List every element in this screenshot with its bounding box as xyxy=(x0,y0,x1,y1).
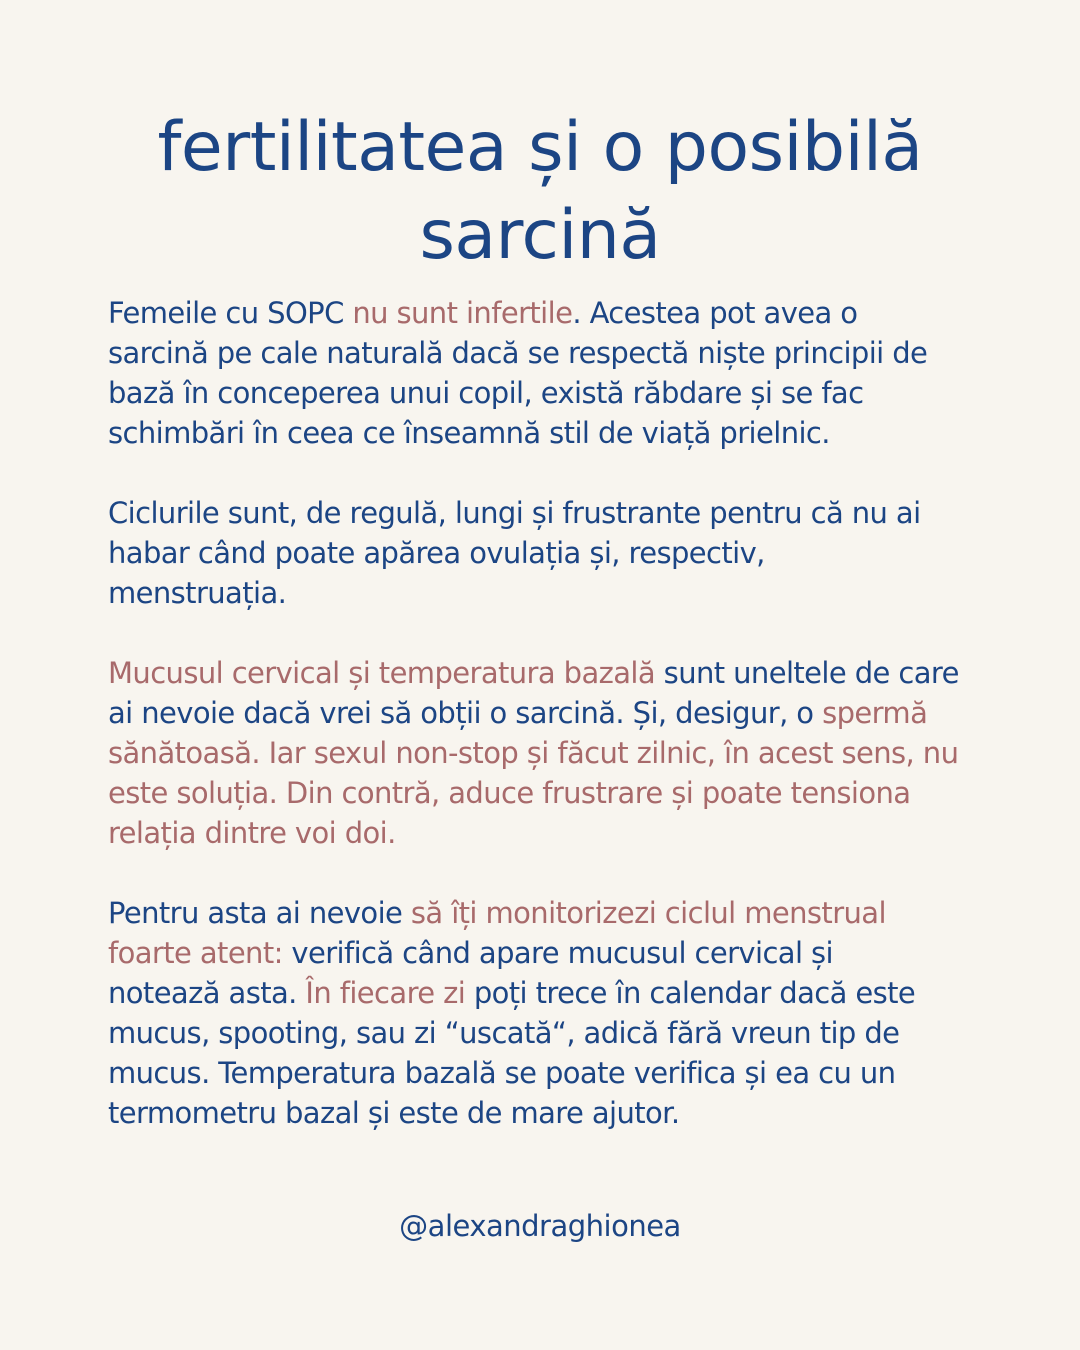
paragraph-line xyxy=(108,733,988,773)
paragraph-line xyxy=(108,573,988,613)
paragraph-line xyxy=(108,933,988,973)
paragraph-line xyxy=(108,373,988,413)
article-body xyxy=(108,293,988,1173)
text-segment: menstruația. xyxy=(108,576,287,610)
paragraph xyxy=(108,293,988,453)
paragraph-line xyxy=(108,413,988,453)
paragraph-line xyxy=(108,973,988,1013)
text-segment: termometru bazal și este de mare ajutor. xyxy=(108,1096,680,1130)
text-segment: bază în conceperea unui copil, există răbdare și se fac xyxy=(108,376,864,410)
text-segment: ai nevoie dacă vrei să obții o sarcină. Și, desigur, o xyxy=(108,696,823,730)
paragraph-line xyxy=(108,893,988,933)
highlighted-text: spermă xyxy=(822,696,928,730)
paragraph xyxy=(108,653,988,853)
highlighted-text: să îți monitorizezi ciclul menstrual xyxy=(410,896,886,930)
paragraph-line xyxy=(108,293,988,333)
text-segment: verifică când apare mucusul cervical și xyxy=(282,936,834,970)
highlighted-text: foarte atent: xyxy=(108,936,283,970)
paragraph-line xyxy=(108,773,988,813)
text-segment: mucus. Temperatura bazală se poate verifica și ea cu un xyxy=(108,1056,896,1090)
text-segment: sarcină pe cale naturală dacă se respectă niște principii de xyxy=(108,336,928,370)
text-segment: schimbări în ceea ce înseamnă stil de viață prielnic. xyxy=(108,416,830,450)
highlighted-text: nu sunt infertile xyxy=(352,296,573,330)
author-handle: @alexandraghionea xyxy=(399,1209,681,1243)
paragraph xyxy=(108,493,988,613)
text-segment: Pentru asta ai nevoie xyxy=(108,896,411,930)
paragraph-line xyxy=(108,533,988,573)
text-segment: mucus, spooting, sau zi “uscată“, adică fără vreun tip de xyxy=(108,1016,900,1050)
highlighted-text: Mucusul cervical și temperatura bazală xyxy=(108,656,656,690)
text-segment: sunt uneltele de care xyxy=(655,656,959,690)
title-line-1: fertilitatea și o posibilă xyxy=(157,108,923,187)
paragraph-line xyxy=(108,1053,988,1093)
highlighted-text: este soluția. Din contră, aduce frustrare și poate tensiona xyxy=(108,776,911,810)
text-segment: Femeile cu SOPC xyxy=(108,296,353,330)
text-segment: poți trece în calendar dacă este xyxy=(465,976,916,1010)
paragraph-line xyxy=(108,653,988,693)
paragraph-line xyxy=(108,493,988,533)
highlighted-text: sănătoasă. Iar sexul non-stop și făcut zilnic, în acest sens, nu xyxy=(108,736,959,770)
paragraph-line xyxy=(108,1013,988,1053)
paragraph-line xyxy=(108,333,988,373)
paragraph-line xyxy=(108,693,988,733)
paragraph xyxy=(108,893,988,1133)
paragraph-line xyxy=(108,813,988,853)
text-segment: Ciclurile sunt, de regulă, lungi și frustrante pentru că nu ai xyxy=(108,496,921,530)
text-segment: . Acestea pot avea o xyxy=(572,296,858,330)
title-line-2: sarcină xyxy=(419,196,661,275)
text-segment: habar când poate apărea ovulația și, respectiv, xyxy=(108,536,765,570)
page-title xyxy=(90,104,990,280)
text-segment: notează asta. xyxy=(108,976,306,1010)
paragraph-line xyxy=(108,1093,988,1133)
highlighted-text: relația dintre voi doi. xyxy=(108,816,396,850)
highlighted-text: În fiecare zi xyxy=(305,976,466,1010)
